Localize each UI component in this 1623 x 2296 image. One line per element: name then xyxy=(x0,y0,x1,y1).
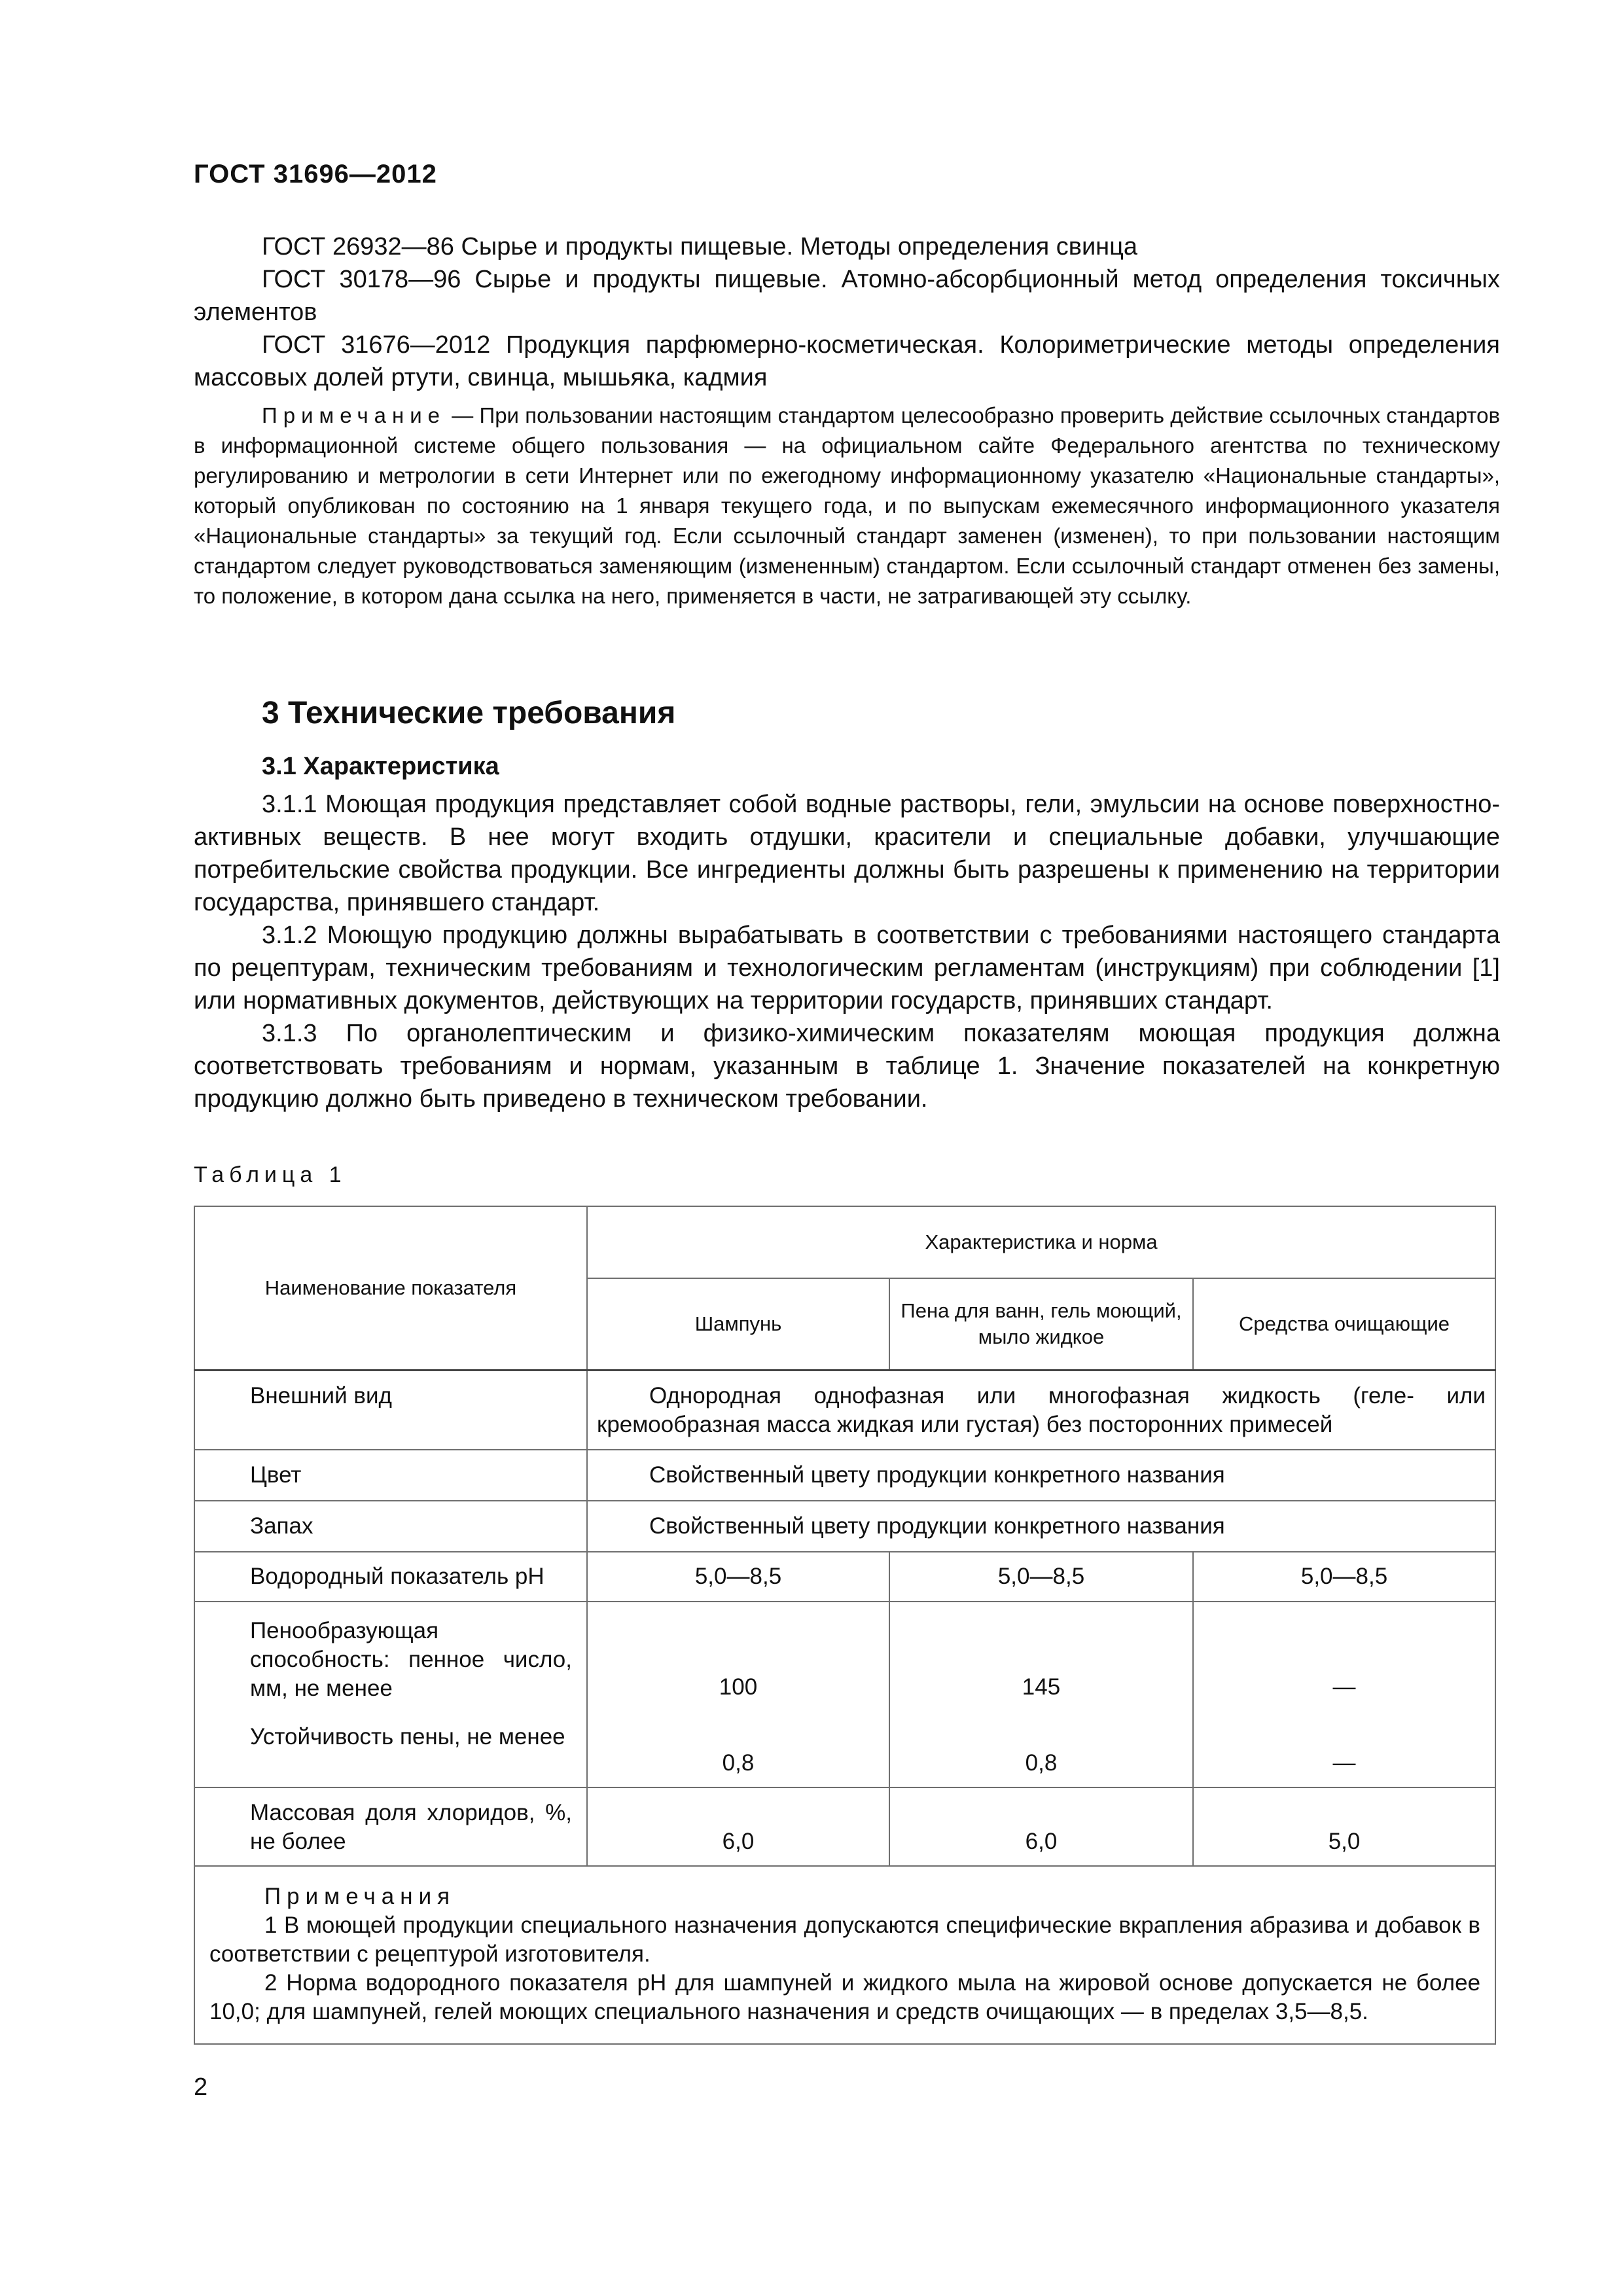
table-row xyxy=(194,1602,1495,1787)
note-item: 1 В моющей продукции специального назначения допускаются специфические вкрапления абразива и добавок в соответствии с рецептурой изготовителя. xyxy=(209,1912,1481,1967)
header-bath-foam: Пена для ванн, гель моющий, мыло жидкое xyxy=(889,1278,1193,1370)
ph-shampoo: 5,0—8,5 xyxy=(587,1552,889,1602)
foaming-shampoo: 100 xyxy=(719,1674,758,1700)
foaming-cleaners: — xyxy=(1332,1674,1356,1700)
chlorides-shampoo: 6,0 xyxy=(587,1787,889,1866)
note-item: 2 Норма водородного показателя pH для шампуней и жидкого мыла на жировой основе допускается не более 10,0; для шампуней, гелей моющих специального назначения и средств очищающих — в пределах 3,5—8,5. xyxy=(209,1970,1481,2024)
row-names-foam xyxy=(194,1602,587,1787)
table-notes xyxy=(194,1866,1495,2044)
page-number: 2 xyxy=(194,2073,208,2101)
table-row xyxy=(194,1552,1495,1602)
table-row xyxy=(194,1370,1495,1450)
foam-shampoo-cell xyxy=(587,1602,889,1787)
foam-cleaners-cell xyxy=(1193,1602,1495,1787)
section-body xyxy=(194,788,1500,1115)
foaming-bath-foam: 145 xyxy=(1022,1674,1061,1700)
table-notes-row xyxy=(194,1866,1495,2044)
foam-stability-shampoo: 0,8 xyxy=(722,1750,755,1776)
references-note xyxy=(194,401,1500,611)
header-characteristic-norm: Характеристика и норма xyxy=(587,1206,1495,1278)
document-code: ГОСТ 31696—2012 xyxy=(194,160,437,188)
reference-item: ГОСТ 26932—86 Сырье и продукты пищевые. Методы определения свинца xyxy=(262,233,1138,260)
note-text: — При пользовании настоящим стандартом целесообразно проверить действие ссылочных стандартов в информационной системе общего пользования — на официальном сайте Федерального агентства по техническому регулированию и метрологии в сети Интернет или по ежегодному информационному указателю «Национальные стандарты», который опубликован по состоянию на 1 января текущего года, и по выпускам ежемесячного информационного указателя «Национальные стандарты» за текущий год. Если ссылочный стандарт заменен (изменен), то при пользовании настоящим стандартом следует руководствоваться заменяющим (измененным) стандартом. Если ссылочный стандарт отменен без замены, то положение, в котором дана ссылка на него, применяется в части, не затрагивающей эту ссылку. xyxy=(194,403,1500,608)
chlorides-cleaners: 5,0 xyxy=(1193,1787,1495,1866)
notes-label: Примечания xyxy=(264,1884,456,1909)
foam-stability-bath-foam: 0,8 xyxy=(1025,1750,1058,1776)
table-row xyxy=(194,1501,1495,1552)
paragraph-3-1-2: 3.1.2 Моющую продукцию должны вырабатывать в соответствии с требованиями настоящего стандарта по рецептурам, техническим требованиям и технологическим регламентам (инструкциям) при соблюдении [1] или нормативных документов, действующих на территории государств, принявших стандарт. xyxy=(194,922,1500,1014)
foam-bath-cell xyxy=(889,1602,1193,1787)
ph-bath-foam: 5,0—8,5 xyxy=(889,1552,1193,1602)
row-name-foaming: Пенообразующая способность: пенное число, мм, не менее xyxy=(250,1618,572,1701)
header-cleaners: Средства очищающие xyxy=(1193,1278,1495,1370)
row-value-smell: Свойственный цвету продукции конкретного названия xyxy=(587,1501,1495,1552)
row-value-color: Свойственный цвету продукции конкретного названия xyxy=(587,1450,1495,1501)
subsection-heading: 3.1 Характеристика xyxy=(262,753,499,780)
requirements-table xyxy=(194,1206,1496,2045)
row-name-color: Цвет xyxy=(194,1450,587,1501)
paragraph-3-1-1: 3.1.1 Моющая продукция представляет собой водные растворы, гели, эмульсии на основе поверхностно-активных веществ. В нее могут входить отдушки, красители и специальные добавки, улучшающие потребительские свойства продукции. Все ингредиенты должны быть разрешены к применению на территории государства, принявшего стандарт. xyxy=(194,791,1500,916)
paragraph-3-1-3: 3.1.3 По органолептическим и физико-химическим показателям моющая продукция должна соответствовать требованиям и нормам, указанным в таблице 1. Значение показателей на конкретную продукцию должно быть приведено в техническом требовании. xyxy=(194,1020,1500,1113)
section-heading: 3 Технические требования xyxy=(262,696,676,730)
note-label: Примечание xyxy=(262,403,446,427)
normative-references xyxy=(194,230,1500,394)
reference-item: ГОСТ 31676—2012 Продукция парфюмерно-косметическая. Колориметрические методы определения массовых долей ртути, свинца, мышьяка, кадмия xyxy=(194,331,1500,391)
table-caption: Таблица 1 xyxy=(194,1162,347,1187)
header-shampoo: Шампунь xyxy=(587,1278,889,1370)
table-row xyxy=(194,1787,1495,1866)
row-name-ph: Водородный показатель pH xyxy=(194,1552,587,1602)
row-name-chlorides: Массовая доля хлоридов, %, не более xyxy=(194,1787,587,1866)
ph-cleaners: 5,0—8,5 xyxy=(1193,1552,1495,1602)
header-indicator-name: Наименование показателя xyxy=(194,1206,587,1370)
row-name-smell: Запах xyxy=(194,1501,587,1552)
reference-item: ГОСТ 30178—96 Сырье и продукты пищевые. Атомно-абсорбционный метод определения токсичных элементов xyxy=(194,266,1500,326)
foam-stability-cleaners: — xyxy=(1332,1750,1356,1776)
row-name-foam-stability: Устойчивость пены, не менее xyxy=(250,1724,565,1749)
row-name-appearance: Внешний вид xyxy=(194,1370,587,1450)
chlorides-bath-foam: 6,0 xyxy=(889,1787,1193,1866)
row-value-appearance: Однородная однофазная или многофазная жидкость (геле- или кремообразная масса жидкая или густая) без посторонних примесей xyxy=(587,1370,1495,1450)
table-row xyxy=(194,1450,1495,1501)
